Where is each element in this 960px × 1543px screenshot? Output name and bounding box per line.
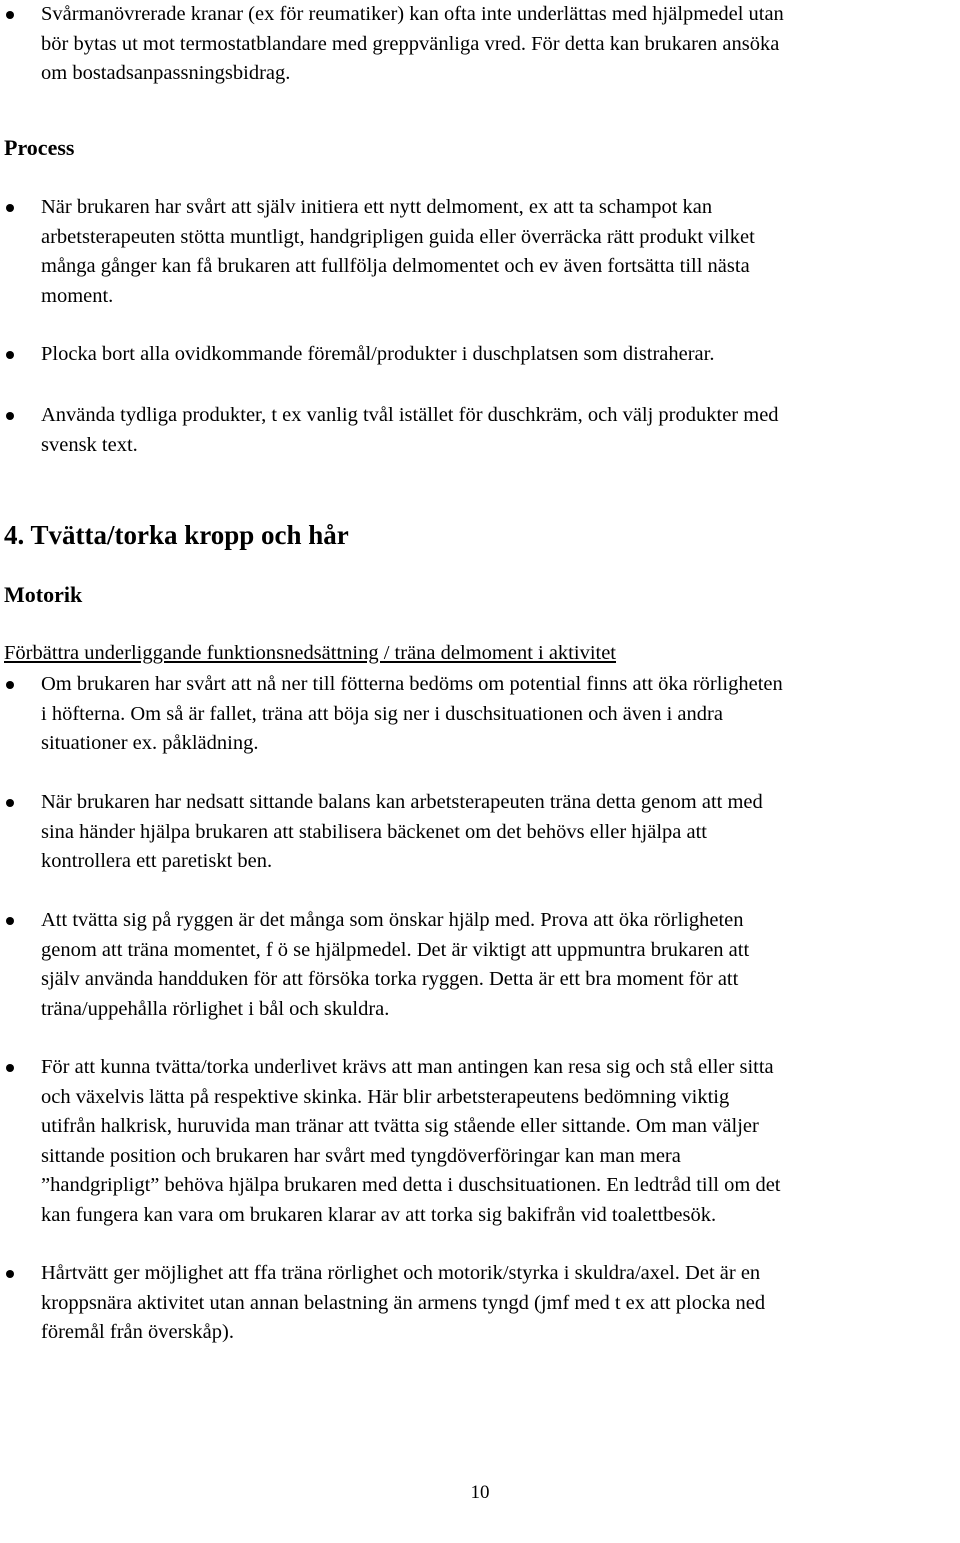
bullet-text: Svårmanövrerade kranar (ex för reumatiker) kan ofta inte underlättas med hjälpmedel utan bör bytas ut mot termostatblandare med greppvänliga vred. För detta kan brukaren ansöka om bostadsanpassningsbidrag. bbox=[41, 3, 784, 84]
motorik-bullet-2 bbox=[0, 788, 960, 877]
bullet-dot bbox=[6, 681, 14, 689]
process-heading: Process bbox=[4, 135, 75, 160]
section-title: 4. Tvätta/torka kropp och hår bbox=[4, 520, 349, 550]
motorik-bullet-5 bbox=[0, 1259, 960, 1348]
intro-bullet bbox=[0, 0, 960, 89]
page-number: 10 bbox=[470, 1482, 490, 1503]
bullet-dot bbox=[6, 351, 14, 359]
bullet-dot bbox=[6, 917, 14, 925]
bullet-dot bbox=[6, 1064, 14, 1072]
motorik-heading: Motorik bbox=[4, 582, 83, 607]
bullet-dot bbox=[6, 11, 14, 19]
bullet-text: Använda tydliga produkter, t ex vanlig tvål istället för duschkräm, och välj produkter med svensk text. bbox=[41, 404, 779, 456]
bullet-dot bbox=[6, 412, 14, 420]
bullet-text: För att kunna tvätta/torka underlivet krävs att man antingen kan resa sig och stå eller sitta och växelvis lätta på respektive skinka. Här blir arbetsterapeutens bedömning viktig utifrån halkrisk, huruvida man tränar att tvätta sig stående eller sittande. Om man väljer sittande position och brukaren har svårt med tyngdöverföringar kan man mera ”handgripligt” behöva hjälpa brukaren med detta i duschsituationen. En ledtråd till om det kan fungera kan vara om brukaren klarar av att torka sig bakifrån vid toalettbesök. bbox=[41, 1056, 781, 1226]
process-bullet-3 bbox=[0, 401, 960, 460]
motorik-bullet-1 bbox=[0, 670, 960, 759]
bullet-text: När brukaren har nedsatt sittande balans kan arbetsterapeuten träna detta genom att med sina händer hjälpa brukaren att stabilisera bäckenet om det behövs eller hjälpa att kontrollera ett paretiskt ben. bbox=[41, 791, 763, 872]
bullet-text: Att tvätta sig på ryggen är det många som önskar hjälp med. Prova att öka rörligheten genom att träna momentet, f ö se hjälpmedel. Det är viktigt att uppmuntra brukaren att själv använda handduken för att försöka torka ryggen. Detta är ett bra moment för att träna/uppehålla rörlighet i bål och skuldra. bbox=[41, 909, 750, 1020]
bullet-text: Plocka bort alla ovidkommande föremål/produkter i duschplatsen som distraherar. bbox=[41, 343, 715, 365]
bullet-text: Om brukaren har svårt att nå ner till fötterna bedöms om potential finns att öka rörligheten i höfterna. Om så är fallet, träna att böja sig ner i duschsituationen och även i andra situationer ex. påklädning. bbox=[41, 673, 783, 754]
process-bullet-1 bbox=[0, 193, 960, 311]
motorik-bullet-4 bbox=[0, 1053, 960, 1230]
process-bullet-2 bbox=[0, 340, 960, 370]
bullet-dot bbox=[6, 1270, 14, 1278]
bullet-text: Hårtvätt ger möjlighet att ffa träna rörlighet och motorik/styrka i skuldra/axel. Det är en kroppsnära aktivitet utan annan belastning än armens tyngd (jmf med t ex att plocka ned föremål från överskåp). bbox=[41, 1262, 766, 1343]
motorik-bullet-3 bbox=[0, 906, 960, 1024]
underlined-subtitle: Förbättra underliggande funktionsnedsättning / träna delmoment i aktivitet bbox=[4, 642, 617, 664]
bullet-dot bbox=[6, 204, 14, 212]
bullet-dot bbox=[6, 799, 14, 807]
bullet-text: När brukaren har svårt att själv initiera ett nytt delmoment, ex att ta schampot kan arbetsterapeuten stötta muntligt, handgripligen guida eller överräcka rätt produkt vilket många gånger kan få brukaren att fullfölja delmomentet och ev även fortsätta till nästa moment. bbox=[41, 196, 755, 307]
